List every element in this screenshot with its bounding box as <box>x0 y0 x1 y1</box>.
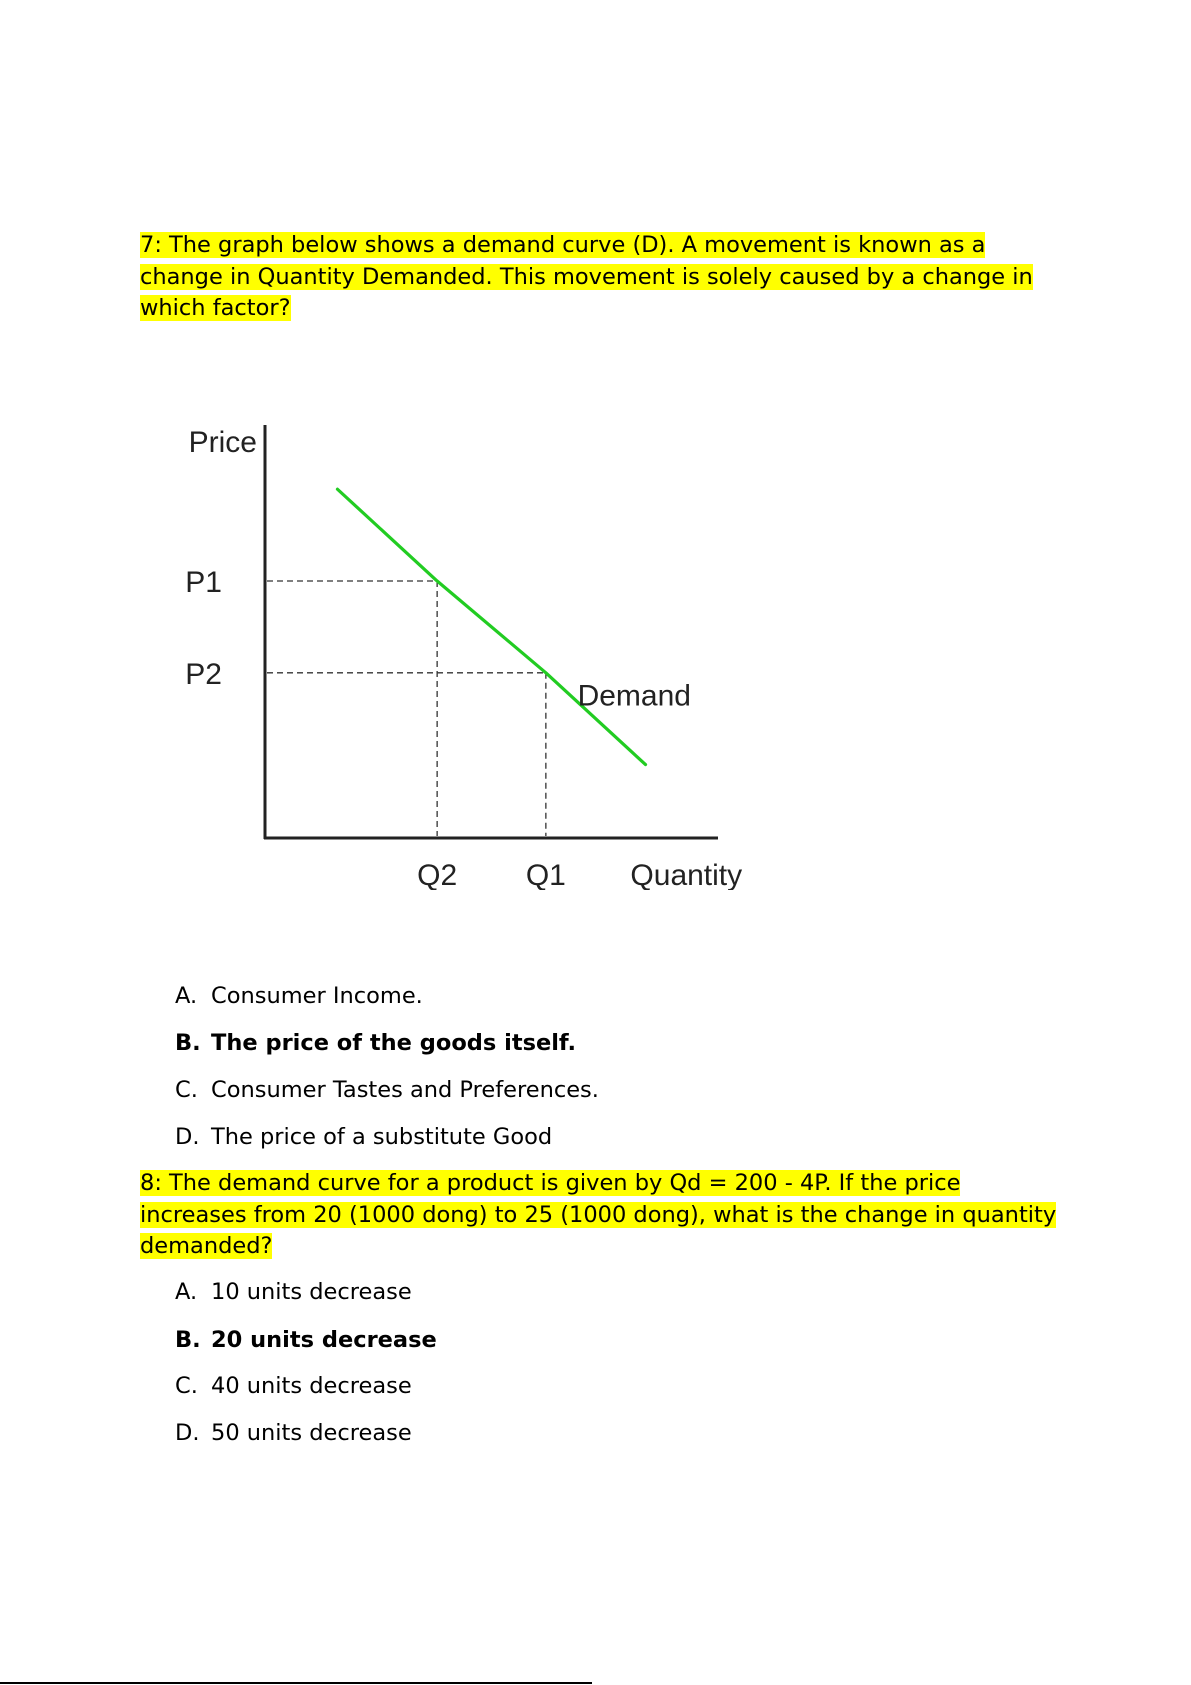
q8-option-c-text: 40 units decrease <box>211 1373 412 1399</box>
footnote-separator <box>0 1682 592 1684</box>
q8-option-a-text: 10 units decrease <box>211 1279 412 1305</box>
q8-option-c-letter: C. <box>175 1373 198 1399</box>
question-8 <box>140 1168 1060 1263</box>
q7-option-d-text: The price of a substitute Good <box>211 1124 553 1150</box>
q8-option-a[interactable] <box>175 1279 412 1305</box>
q7-option-b-text: The price of the goods itself. <box>211 1030 577 1056</box>
tick-label-p1: P1 <box>185 566 222 600</box>
demand-chart <box>170 415 750 890</box>
q7-option-d[interactable] <box>175 1124 552 1150</box>
question-8-text: 8: The demand curve for a product is given by Qd = 200 - 4P. If the price increases from 20 (1000 dong) to 25 (1000 dong), what is the change in quantity demanded? <box>140 1170 1057 1259</box>
tick-label-q2: Q2 <box>417 859 458 890</box>
demand-curve <box>337 489 645 764</box>
x-axis-title: Quantity <box>630 859 743 890</box>
q8-option-a-letter: A. <box>175 1279 198 1305</box>
q7-option-a-letter: A. <box>175 983 198 1009</box>
demand-label: Demand <box>577 679 691 713</box>
q8-option-c[interactable] <box>175 1373 412 1399</box>
q7-option-c[interactable] <box>175 1077 599 1103</box>
tick-label-q1: Q1 <box>525 859 566 890</box>
q8-option-d-text: 50 units decrease <box>211 1420 412 1446</box>
q7-option-c-letter: C. <box>175 1077 198 1103</box>
q8-option-d[interactable] <box>175 1420 412 1446</box>
q7-option-b-letter: B. <box>175 1030 201 1056</box>
question-7 <box>140 230 1060 325</box>
tick-label-p2: P2 <box>185 657 222 691</box>
q7-option-a[interactable] <box>175 983 423 1009</box>
q7-option-d-letter: D. <box>175 1124 200 1150</box>
y-axis-title: Price <box>188 426 257 459</box>
q7-option-b[interactable] <box>175 1030 576 1056</box>
q8-option-b-letter: B. <box>175 1327 201 1353</box>
q7-option-a-text: Consumer Income. <box>211 983 423 1009</box>
q8-option-d-letter: D. <box>175 1420 200 1446</box>
q8-option-b[interactable] <box>175 1327 437 1353</box>
q8-option-b-text: 20 units decrease <box>211 1327 437 1353</box>
q7-option-c-text: Consumer Tastes and Preferences. <box>211 1077 599 1103</box>
question-7-text: 7: The graph below shows a demand curve (D). A movement is known as a change in Quantity Demanded. This movement is solely caused by a change in which factor? <box>140 232 1033 321</box>
